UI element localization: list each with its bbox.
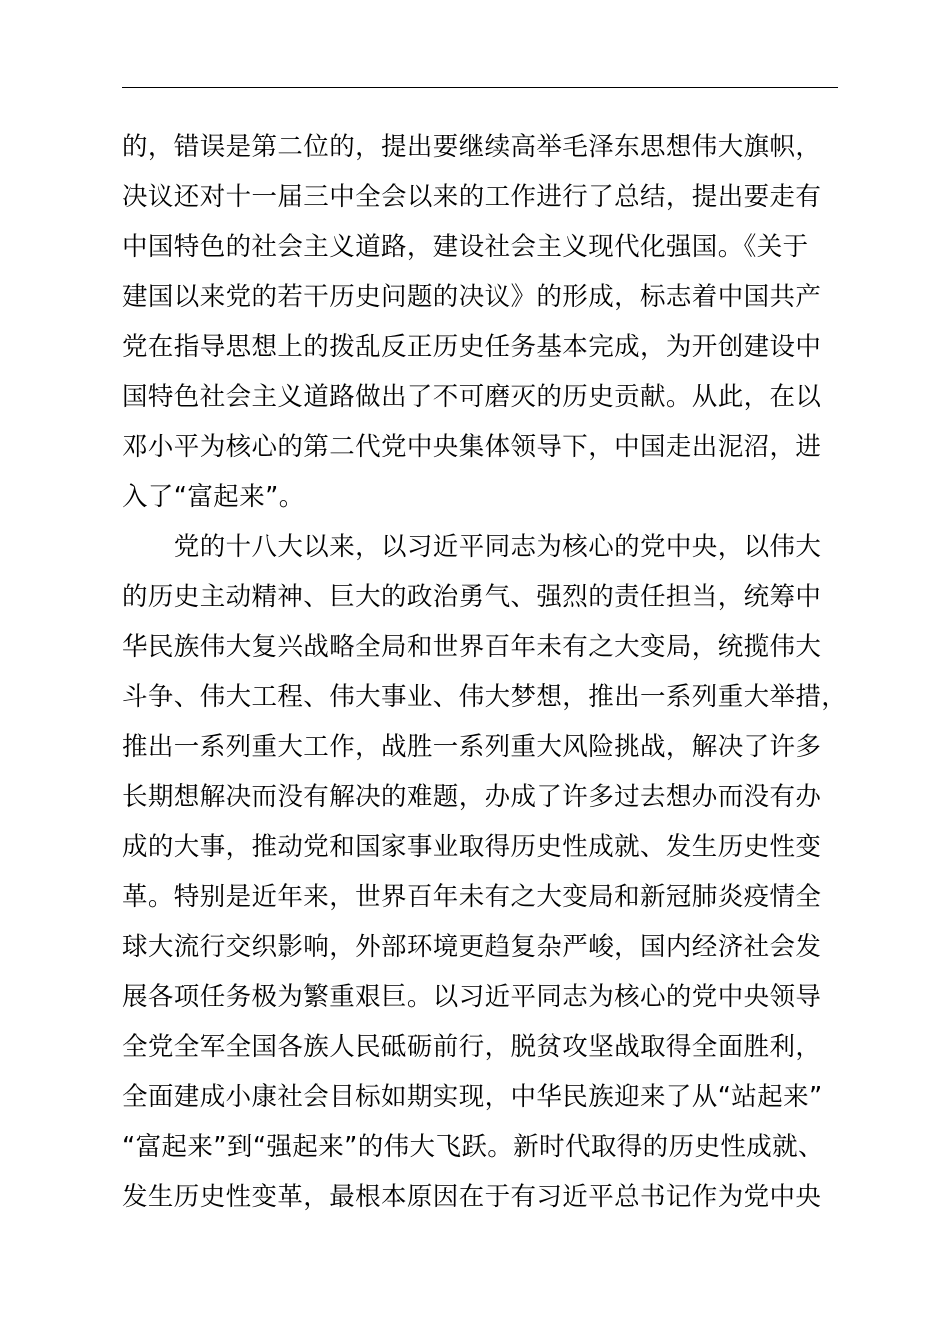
text-line: 入了“富起来”。	[122, 482, 305, 512]
text-line: 中国特色的社会主义道路，建设社会主义现代化强国。《关于	[122, 232, 809, 262]
document-body	[122, 122, 862, 1222]
text-line: 全党全军全国各族人民砥砺前行，脱贫攻坚战取得全面胜利，	[122, 1032, 822, 1062]
text-line: “富起来”到“强起来”的伟大飞跃。新时代取得的历史性成就、	[122, 1132, 824, 1162]
text-line: 革。特别是近年来，世界百年未有之大变局和新冠肺炎疫情全	[122, 882, 822, 912]
text-line: 展各项任务极为繁重艰巨。以习近平同志为核心的党中央领导	[122, 982, 822, 1012]
header-rule	[122, 87, 838, 88]
text-line: 斗争、伟大工程、伟大事业、伟大梦想，推出一系列重大举措，	[122, 682, 848, 712]
text-line: 国特色社会主义道路做出了不可磨灭的历史贡献。从此，在以	[122, 382, 822, 412]
text-line: 的，错误是第二位的，提出要继续高举毛泽东思想伟大旗帜，	[122, 132, 822, 162]
text-line: 邓小平为核心的第二代党中央集体领导下，中国走出泥沼，进	[122, 432, 822, 462]
text-line: 决议还对十一届三中全会以来的工作进行了总结，提出要走有	[122, 182, 822, 212]
text-line: 全面建成小康社会目标如期实现，中华民族迎来了从“站起来”	[122, 1082, 823, 1112]
text-line: 推出一系列重大工作，战胜一系列重大风险挑战，解决了许多	[122, 732, 822, 762]
text-line: 成的大事，推动党和国家事业取得历史性成就、发生历史性变	[122, 832, 822, 862]
text-line: 党的十八大以来，以习近平同志为核心的党中央，以伟大	[122, 532, 822, 562]
text-line: 华民族伟大复兴战略全局和世界百年未有之大变局，统揽伟大	[122, 632, 822, 662]
text-line: 发生历史性变革，最根本原因在于有习近平总书记作为党中央	[122, 1182, 822, 1212]
text-line: 党在指导思想上的拨乱反正历史任务基本完成，为开创建设中	[122, 332, 822, 362]
text-line: 球大流行交织影响，外部环境更趋复杂严峻，国内经济社会发	[122, 932, 822, 962]
text-line: 的历史主动精神、巨大的政治勇气、强烈的责任担当，统筹中	[122, 582, 822, 612]
text-line: 建国以来党的若干历史问题的决议》的形成，标志着中国共产	[122, 282, 822, 312]
text-line: 长期想解决而没有解决的难题，办成了许多过去想办而没有办	[122, 782, 822, 812]
